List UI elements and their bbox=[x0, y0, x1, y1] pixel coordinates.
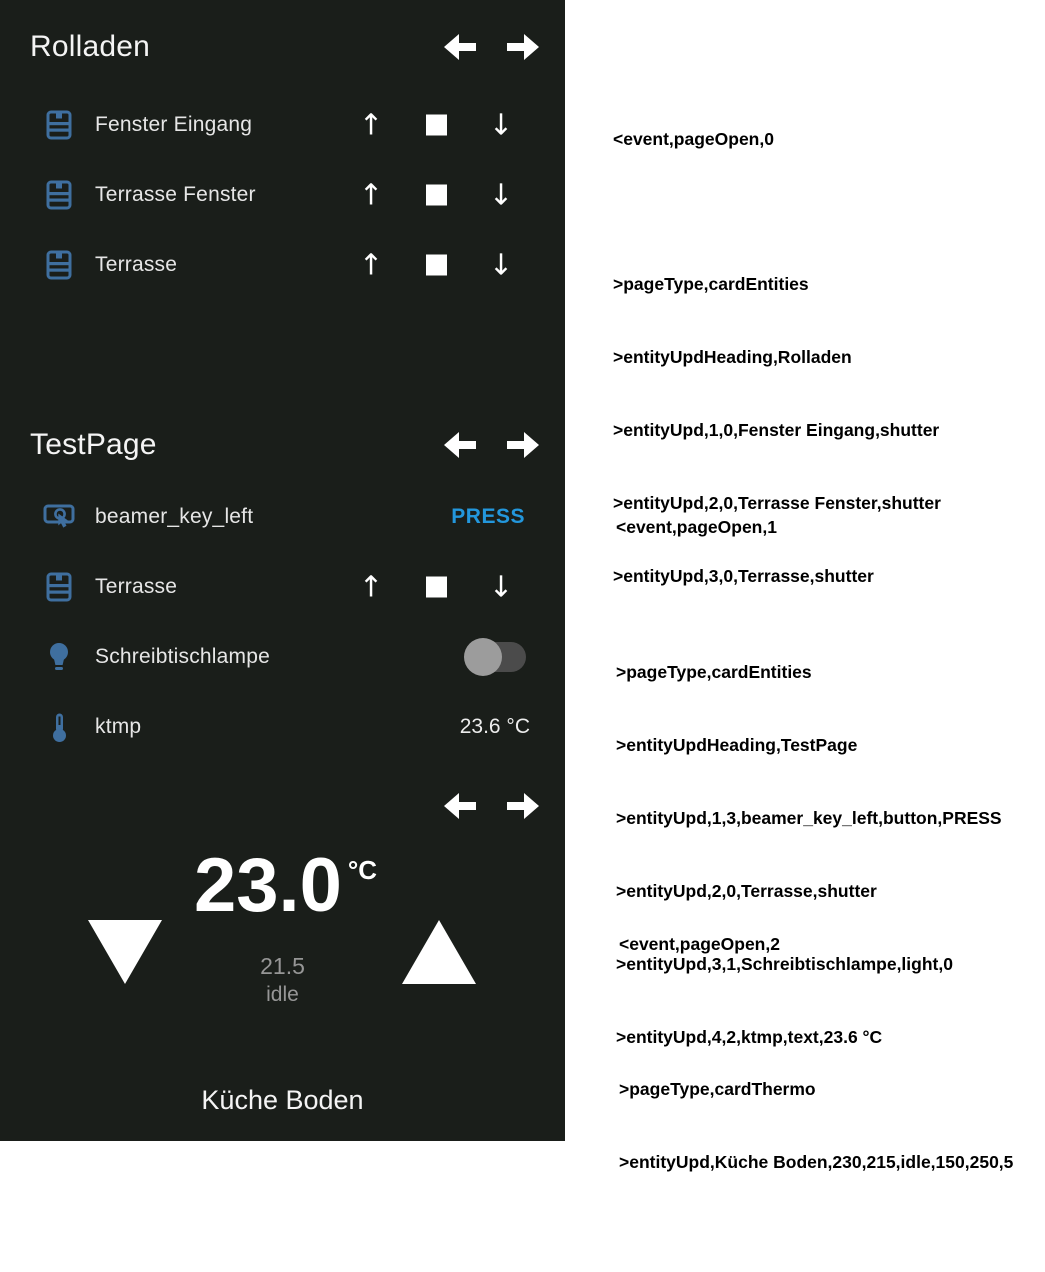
stop-icon bbox=[426, 255, 447, 276]
log-line: >entityUpd,2,0,Terrasse Fenster,shutter bbox=[613, 493, 941, 514]
stop-icon bbox=[426, 185, 447, 206]
log-line: >entityUpdHeading,Rolladen bbox=[613, 347, 852, 368]
log-line: >entityUpd,3,1,Schreibtischlampe,light,0 bbox=[616, 953, 953, 974]
arrow-right-icon bbox=[507, 790, 541, 822]
shutter-up-button[interactable]: ↑ bbox=[353, 573, 389, 602]
log-line: >entityUpd,2,0,Terrasse,shutter bbox=[616, 881, 877, 902]
page-title: Rolladen bbox=[30, 30, 151, 63]
arrow-right-icon bbox=[507, 31, 541, 63]
log-line: >pageType,cardThermo bbox=[619, 1079, 816, 1100]
entity-label: Terrasse bbox=[95, 575, 178, 598]
entity-label: beamer_key_left bbox=[95, 505, 254, 528]
card-rolladen bbox=[0, 0, 565, 390]
tap-button-icon bbox=[42, 503, 76, 531]
thermometer-icon bbox=[42, 712, 76, 742]
toggle-knob bbox=[464, 638, 502, 676]
sensor-value: 23.6 °C bbox=[459, 715, 530, 738]
shutter-icon bbox=[42, 250, 76, 280]
lightbulb-icon bbox=[42, 642, 76, 672]
shutter-down-button[interactable]: ↓ bbox=[483, 573, 519, 602]
next-page-button[interactable] bbox=[507, 429, 541, 461]
next-page-button[interactable] bbox=[507, 790, 541, 822]
entity-label: ktmp bbox=[95, 715, 142, 738]
log-line: >pageType,cardEntities bbox=[613, 274, 809, 295]
log-block-page2 bbox=[619, 883, 1013, 1272]
stop-icon bbox=[426, 577, 447, 598]
shutter-up-button[interactable]: ↑ bbox=[353, 251, 389, 280]
arrow-left-icon bbox=[442, 429, 476, 461]
entity-label: Fenster Eingang bbox=[95, 113, 253, 136]
arrow-left-icon bbox=[442, 790, 476, 822]
entity-label: Terrasse bbox=[95, 253, 178, 276]
arrow-right-icon bbox=[507, 429, 541, 461]
next-page-button[interactable] bbox=[507, 31, 541, 63]
hvac-state: idle bbox=[266, 983, 299, 1006]
thermostat-name: Küche Boden bbox=[201, 1085, 364, 1115]
log-event-line: <event,pageOpen,1 bbox=[616, 516, 777, 537]
log-event-line: <event,pageOpen,0 bbox=[613, 128, 774, 149]
card-testpage bbox=[0, 390, 565, 775]
entity-label: Schreibtischlampe bbox=[95, 645, 270, 668]
shutter-icon bbox=[42, 572, 76, 602]
shutter-stop-button[interactable] bbox=[424, 255, 448, 276]
log-line: >pageType,cardEntities bbox=[616, 662, 812, 683]
temperature-unit: °C bbox=[347, 854, 378, 885]
current-temperature bbox=[0, 843, 565, 928]
shutter-stop-button[interactable] bbox=[424, 577, 448, 598]
arrow-left-icon bbox=[442, 31, 476, 63]
shutter-up-button[interactable]: ↑ bbox=[353, 111, 389, 140]
log-lines bbox=[619, 1029, 1013, 1223]
prev-page-button[interactable] bbox=[442, 31, 476, 63]
shutter-icon bbox=[42, 110, 76, 140]
current-temperature-value: 23.0 bbox=[193, 843, 342, 928]
log-event-line: <event,pageOpen,2 bbox=[619, 933, 780, 954]
shutter-down-button[interactable]: ↓ bbox=[483, 251, 519, 280]
entity-row-ktmp bbox=[0, 692, 565, 762]
entity-row-terrasse bbox=[0, 230, 565, 300]
nspanel-display bbox=[0, 0, 565, 1141]
shutter-icon bbox=[42, 180, 76, 210]
entity-row-terrasse-fenster bbox=[0, 160, 565, 230]
shutter-stop-button[interactable] bbox=[424, 185, 448, 206]
shutter-down-button[interactable]: ↓ bbox=[483, 111, 519, 140]
entity-row-schreibtischlampe bbox=[0, 622, 565, 692]
log-line: >entityUpd,1,0,Fenster Eingang,shutter bbox=[613, 420, 940, 441]
entity-label: Terrasse Fenster bbox=[95, 183, 256, 206]
prev-page-button[interactable] bbox=[442, 429, 476, 461]
shutter-down-button[interactable]: ↓ bbox=[483, 181, 519, 210]
log-line: >entityUpd,1,3,beamer_key_left,button,PRESS bbox=[616, 808, 1002, 829]
log-line: >entityUpd,3,0,Terrasse,shutter bbox=[613, 565, 874, 586]
target-temperature: 21.5 bbox=[260, 953, 305, 979]
log-line: >entityUpdHeading,TestPage bbox=[616, 735, 858, 756]
light-toggle[interactable] bbox=[464, 638, 526, 676]
log-line: >entityUpd,Küche Boden,230,215,idle,150,250,5 bbox=[619, 1152, 1014, 1173]
shutter-up-button[interactable]: ↑ bbox=[353, 181, 389, 210]
stop-icon bbox=[426, 115, 447, 136]
press-button[interactable]: PRESS bbox=[430, 505, 525, 529]
entity-row-beamer-key-left bbox=[0, 482, 565, 552]
prev-page-button[interactable] bbox=[442, 790, 476, 822]
shutter-stop-button[interactable] bbox=[424, 115, 448, 136]
entity-row-terrasse bbox=[0, 552, 565, 622]
card-thermostat bbox=[0, 775, 565, 1141]
log-line: >entityUpd,4,2,ktmp,text,23.6 °C bbox=[616, 1026, 883, 1047]
page-title: TestPage bbox=[30, 428, 157, 461]
entity-row-fenster-eingang bbox=[0, 90, 565, 160]
